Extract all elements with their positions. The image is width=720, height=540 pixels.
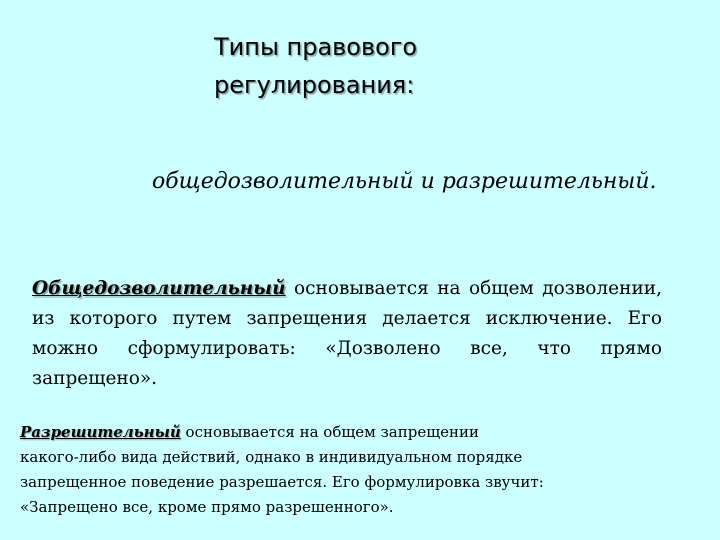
permissive-line-3: запрещенное поведение разрешается. Его формулировка звучит: — [20, 473, 544, 491]
slide-title-line-2: регулирования: — [214, 71, 415, 99]
permissive-line-1-text: основывается на общем запрещении — [180, 423, 480, 441]
regulation-types-subtitle: общедозволительный и разрешительный. — [152, 169, 657, 194]
slide-title-line-1: Типы правового — [214, 33, 418, 61]
permissive-line-2: какого-либо вида действий, однако в индивидуальном порядке — [20, 448, 523, 466]
general-permissive-term: Общедозволительный — [32, 278, 286, 299]
general-permissive-definition: основывается на общем дозволении, из которого путем запрещения делается исключение. Его можно сформулировать: «Дозволено все, что прямо запрещено». — [32, 278, 662, 389]
permissive-term: Разрешительный — [20, 423, 181, 441]
general-permissive-paragraph — [32, 274, 662, 394]
permissive-line-4: «Запрещено все, кроме прямо разрешенного». — [20, 498, 394, 516]
permissive-line-1 — [20, 420, 580, 445]
permissive-paragraph — [20, 420, 580, 520]
slide-title — [214, 28, 594, 104]
